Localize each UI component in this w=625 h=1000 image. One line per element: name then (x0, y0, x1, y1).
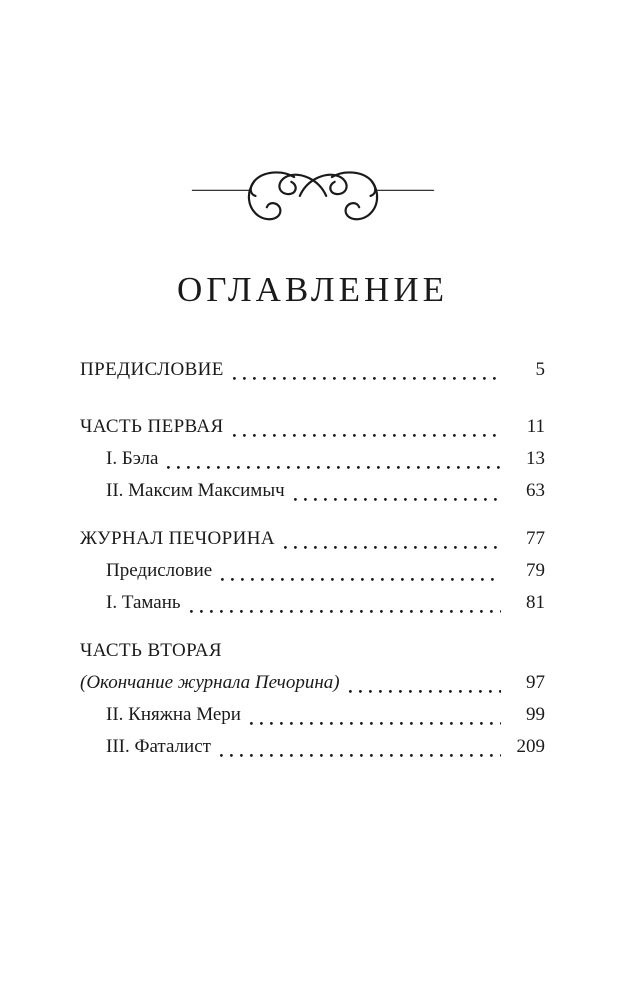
toc-entry-label: I. Бэла (106, 448, 159, 469)
toc-group (80, 354, 545, 386)
dot-leader (250, 699, 501, 731)
toc-entry-label: ПРЕДИСЛОВИЕ (80, 359, 224, 380)
toc-entry (80, 555, 545, 587)
toc-entry (80, 354, 545, 386)
dot-leader (221, 555, 501, 587)
page-title: ОГЛАВЛЕНИЕ (177, 270, 448, 309)
dot-leader (233, 354, 501, 386)
toc-entry-page: 5 (535, 359, 545, 380)
table-of-contents (80, 354, 545, 763)
toc-entry-label: III. Фаталист (106, 736, 211, 757)
toc-entry-label: ЧАСТЬ ПЕРВАЯ (80, 416, 224, 437)
flourish-icon (184, 162, 442, 228)
toc-entry (80, 475, 545, 507)
toc-entry-label: II. Максим Максимыч (106, 480, 285, 501)
toc-entry-page: 79 (526, 560, 545, 581)
toc-entry-label: ЖУРНАЛ ПЕЧОРИНА (80, 528, 275, 549)
toc-entry-page: 209 (516, 736, 545, 757)
dot-leader (349, 667, 501, 699)
dot-leader (220, 731, 501, 763)
toc-entry-label: I. Тамань (106, 592, 181, 613)
toc-entry (80, 699, 545, 731)
toc-entry-page: 97 (526, 672, 545, 693)
toc-entry (80, 411, 545, 443)
flourish-ornament (80, 0, 545, 228)
toc-entry-page: 81 (526, 592, 545, 613)
toc-group (80, 411, 545, 507)
dot-leader (190, 587, 501, 619)
toc-entry-label: ЧАСТЬ ВТОРАЯ (80, 640, 222, 661)
toc-entry-label: II. Княжна Мери (106, 704, 241, 725)
toc-group (80, 635, 545, 763)
dot-leader (231, 635, 501, 667)
dot-leader (284, 523, 501, 555)
toc-entry (80, 667, 545, 699)
toc-entry-page: 11 (526, 416, 545, 437)
toc-entry (80, 731, 545, 763)
toc-entry (80, 635, 545, 667)
toc-entry-page: 77 (526, 528, 545, 549)
toc-entry (80, 587, 545, 619)
toc-entry-label: (Окончание журнала Печорина) (80, 672, 340, 693)
toc-entry-page: 63 (526, 480, 545, 501)
toc-entry (80, 443, 545, 475)
toc-entry-label: Предисловие (106, 560, 213, 581)
toc-entry-page: 13 (526, 448, 545, 469)
dot-leader (167, 443, 501, 475)
toc-entry (80, 523, 545, 555)
toc-entry-page: 99 (526, 704, 545, 725)
dot-leader (294, 475, 501, 507)
dot-leader (233, 411, 501, 443)
toc-group (80, 523, 545, 619)
